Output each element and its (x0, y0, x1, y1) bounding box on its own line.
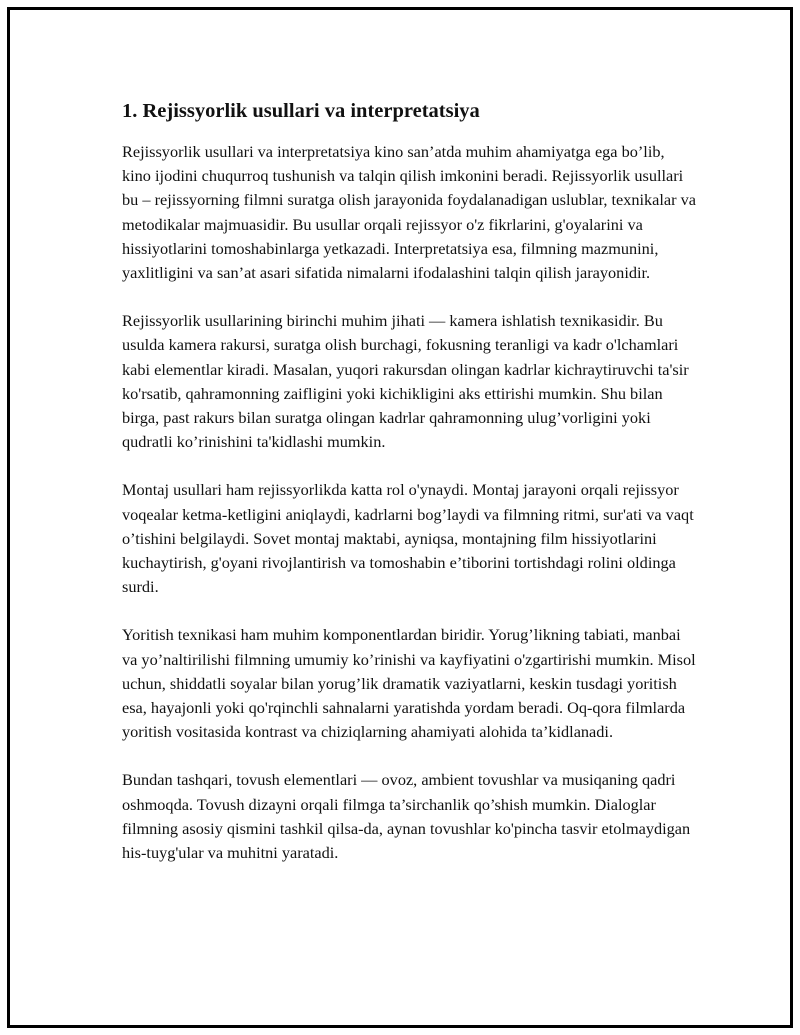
paragraph-lighting: Yoritish texnikasi ham muhim komponentlardan biridir. Yorug’likning tabiati, manbai va yo’naltirilishi filmning umumiy ko’rinishi va kayfiyatini o'zgartirishi mumkin. Misol uchun, shiddatli soyalar bilan yorug’lik dramatik vaziyatlarni, keskin tusdagi yoritish esa, hayajonli yoki qo'rqinchli sahnalarni yaratishda yordam beradi. Oq-qora filmlarda yoritish vositasida kontrast va chiziqlarning ahamiyati alohida ta’kidlanadi. (122, 625, 696, 742)
section-heading: 1. Rejissyorlik usullari va interpretatsiya (122, 100, 480, 122)
paragraph-montage: Montaj usullari ham rejissyorlikda katta rol o'ynaydi. Montaj jarayoni orqali rejissyor voqealar ketma-ketligini aniqlaydi, kadrlarni bog’laydi va filmning ritmi, sur'ati va vaqt o’tishini belgilaydi. Sovet montaj maktabi, ayniqsa, montajning film hissiyotlarini kuchaytirish, g'oyani rivojlantirish va tomoshabin e’tiborini tortishdagi rolini oldinga surdi. (122, 480, 694, 597)
document-body (122, 98, 697, 889)
paragraph-sound: Bundan tashqari, tovush elementlari — ovoz, ambient tovushlar va musiqaning qadri oshmoqda. Tovush dizayni orqali filmga ta’sirchanlik qo’shish mumkin. Dialoglar filmning asosiy qismini tashkil qilsa-da, aynan tovushlar ko'pincha tasvir etolmaydigan his-tuyg'ular va muhitni yaratadi. (122, 770, 691, 863)
paragraph-camera: Rejissyorlik usullarining birinchi muhim jihati — kamera ishlatish texnikasidir. Bu usulda kamera rakursi, suratga olish burchagi, fokusning teranligi va kadr o'lchamlari kabi elementlar kiradi. Masalan, yuqori rakursdan olingan kadrlar kichraytiruvchi ta'sir ko'rsatib, qahramonning zaifligini yoki kichikligini aks ettirishi mumkin. Shu bilan birga, past rakurs bilan suratga olingan kadrlar qahramonning ulug’vorligini yoki qudratli ko’rinishini ta'kidlashi mumkin. (122, 311, 689, 452)
paragraph-intro: Rejissyorlik usullari va interpretatsiya kino san’atda muhim ahamiyatga ega bo’lib, kino ijodini chuqurroq tushunish va talqin qilish imkonini beradi. Rejissyorlik usullari bu – rejissyorning filmni suratga olish jarayonida foydalanadigan uslublar, texnikalar va metodikalar majmuasidir. Bu usullar orqali rejissyor o'z fikrlarini, g'oyalarini va hissiyotlarini tomoshabinlarga yetkazadi. Interpretatsiya esa, filmning mazmunini, yaxlitligini va san’at asari sifatida nimalarni ifodalashini talqin qilish jarayonidir. (122, 142, 697, 283)
page-frame (7, 7, 793, 1028)
